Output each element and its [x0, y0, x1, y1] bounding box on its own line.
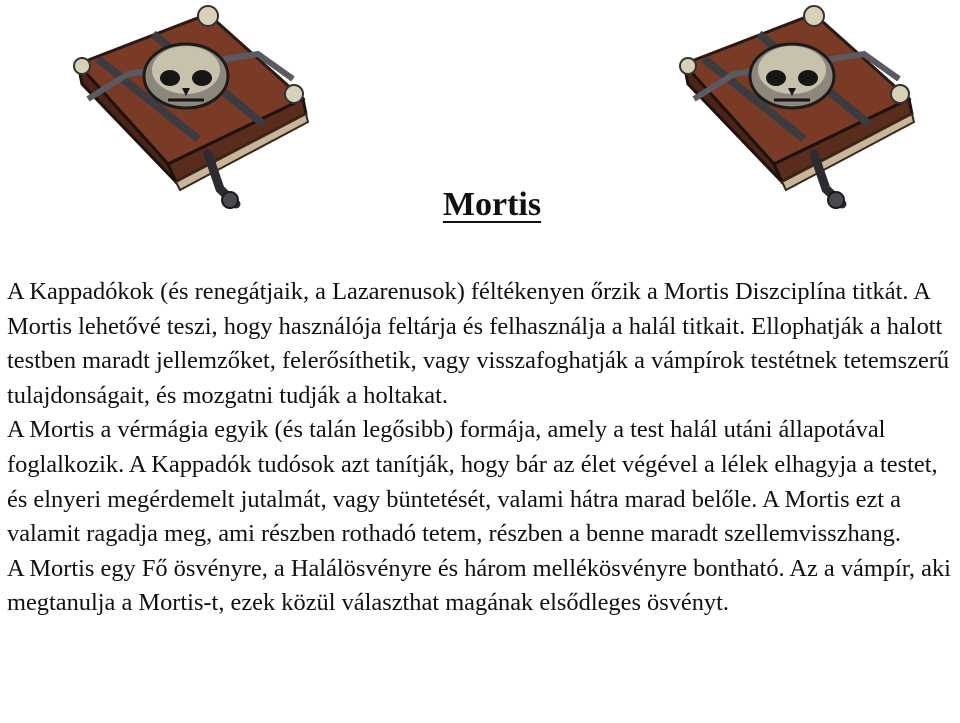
document-body	[7, 275, 957, 621]
paragraph-intro: A Kappadókok (és renegátjaik, a Lazarenusok) féltékenyen őrzik a Mortis Diszciplína titkát. A Mortis lehetővé teszi, hogy használója feltárja és felhasználja a halál titkait. Ellophatják a halott testben maradt jellemzőket, felerősíthetik, vagy visszafoghatják a vámpírok testétnek tetemszerű tulajdonságait, és mozgatni tudják a holtakat.	[7, 278, 950, 409]
paragraph-paths: A Mortis egy Fő ösvényre, a Halálösvényre és három mellékösvényre bontható. Az a vámpír, aki megtanulja a Mortis-t, ezek közül választhat magának elsődleges ösvényt.	[7, 554, 951, 617]
skull-book-icon	[58, 4, 318, 214]
skull-book-icon	[664, 4, 924, 214]
page-title: Mortis	[442, 186, 542, 223]
paragraph-bloodmagic: A Mortis a vérmágia egyik (és talán legősibb) formája, amely a test halál utáni állapotával foglalkozik. A Kappadók tudósok azt tanítják, hogy bár az élet végével a lélek elhagyja a testet, és elnyeri megérdemelt jutalmát, vagy büntetését, valami hátra marad belőle. A Mortis ezt a valamit ragadja meg, ami részben rothadó tetem, részben a benne maradt szellemvisszhang.	[7, 416, 938, 548]
